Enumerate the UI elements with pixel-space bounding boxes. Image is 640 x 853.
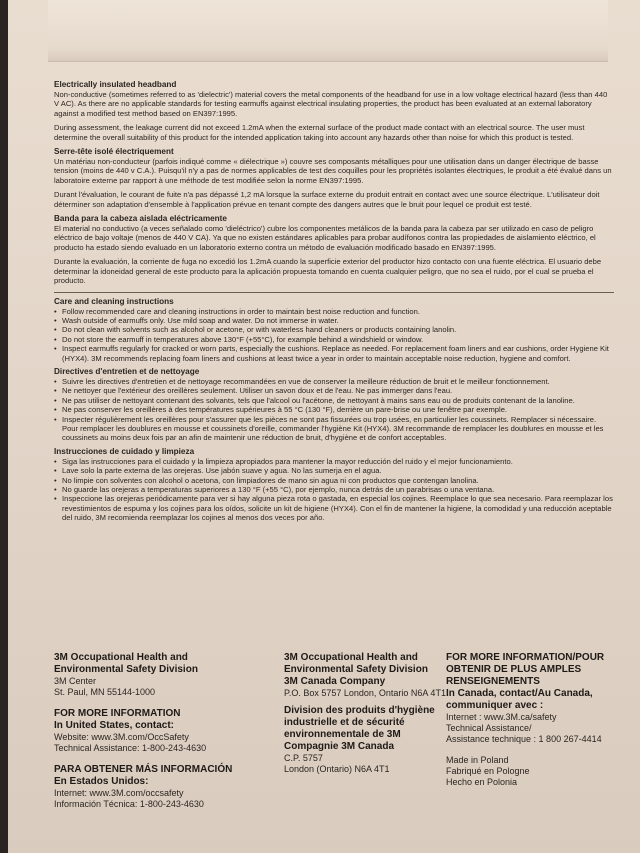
info-heading: OBTENIR DE PLUS AMPLES (446, 664, 582, 675)
list-item: • Inspecter régulièrement les oreillères pour s'assurer que les pièces ne sont pas fissurées ou trop usées, en particulier les coussinets. Remplacer si nécessaire. Pour remplacer les doublures en mousse et coussinets d'oreille, commander l'hygiène Kit (HYX4). 3M recommande de remplacer les doublures en mousse et les coussinets au moins deux fois par an afin de maintenir une réduction de bruit, d'hygiène et de confort acceptables. (54, 415, 614, 443)
list-item: • Suivre les directives d'entretien et de nettoyage recommandées en vue de conserver la meilleure réduction de bruit et le meilleur fonctionnement. (54, 377, 614, 386)
origin-text: Made in Poland (446, 755, 509, 765)
section-title: Electrically insulated headband (54, 80, 177, 89)
company-name: 3M Occupational Health and (284, 652, 418, 663)
contact-column-canada (284, 652, 464, 775)
info-subheading-es: En Estados Unidos: (54, 776, 149, 787)
contact-column-info (446, 652, 640, 788)
care-section-es (54, 447, 614, 523)
care-section-en (54, 297, 614, 363)
list-item: • Inspect earmuffs regularly for cracked or worn parts, especially the cushions. Replace as needed. For replacement foam liners and ear cushions, order Hygiene Kit (HYX4). 3M recommends replacing foam liners and cushions at least twice a year in order to maintain acceptable noise reduction, hygiene and comfort. (54, 344, 614, 363)
divider (54, 292, 614, 293)
section-title: Banda para la cabeza aislada eléctricamente (54, 214, 227, 224)
list-item: • Siga las instrucciones para el cuidado y la limpieza apropiados para mantener la mayor reducción del ruido y el mejor funcionamiento. (54, 457, 614, 466)
paragraph: During assessment, the leakage current did not exceed 1.2mA when the external surface of the product made contact with an electrical source. The user must determine the overall suitability of this product for the intended application taking into account any hazards other than noise for which this product is tested. (54, 123, 585, 142)
package-insert (8, 0, 640, 853)
paragraph: Non-conductive (sometimes referred to as 'dielectric') material covers the metal components of the headband for use in a low voltage electrical hazard (less than 440 V AC). As there are no applicable standards for testing earmuffs against electrical insulating properties, the product has been evaluated at an external laboratory against a modified test method based on EN397:1995. (54, 90, 608, 118)
list-item: • Follow recommended care and cleaning instructions in order to maintain best noise reduction and function. (54, 307, 614, 316)
care-list (54, 377, 614, 443)
list-item: • Lave solo la parte externa de las orejeras. Use jabón suave y agua. No las sumerja en el agua. (54, 466, 614, 475)
info-heading-es: PARA OBTENER MÁS INFORMACIÓN (54, 764, 233, 775)
company-division: Environmental Safety Division (54, 664, 198, 675)
section-insulated-es (54, 214, 614, 285)
origin-text: Hecho en Polonia (446, 777, 518, 787)
care-list (54, 457, 614, 523)
care-section-fr (54, 367, 614, 443)
address-line: P.O. Box 5757 London, Ontario N6A 4T1 (284, 688, 446, 698)
company-division: Environmental Safety Division (284, 664, 428, 675)
care-title: Care and cleaning instructions (54, 296, 174, 306)
paragraph: Durante la evaluación, la corriente de fuga no excedió los 1.2mA cuando la superficie exterior del productor hizo contacto con una fuente eléctrica. El usuario debe determinar la idoneidad general de este producto para la aplicación propuesta tomando en cuenta cualquier peligro, que no sea el ruido, por el cual se prueba el producto. (54, 257, 602, 286)
info-heading: RENSEIGNEMENTS (446, 676, 540, 687)
paragraph: Durant l'évaluation, le courant de fuite n'a pas dépassé 1,2 mA lorsque la surface externe du produit entrait en contact avec une source électrique. L'utilisateur doit déterminer son adaptation d'ensemble à l'application prévue en tenant compte des dangers autres que le bruit pour lequel ce produit est testé. (54, 190, 600, 209)
section-insulated-en (54, 80, 614, 142)
address-line: St. Paul, MN 55144-1000 (54, 687, 156, 697)
address-line: London (Ontario) N6A 4T1 (284, 764, 390, 774)
care-title: Instrucciones de cuidado y limpieza (54, 446, 195, 456)
internet-text: Internet: www.3M.com/occsafety (54, 788, 184, 798)
contact-column-us (54, 652, 244, 810)
paragraph: Un matériau non-conducteur (parfois indiqué comme « diélectrique ») couvre ses composants métalliques pour une utilisation dans un danger électrique de basse tension (moins de 440 v C.A.). Puisqu'il n'y a pas de normes applicables de test des coquilles pour les propriétés isolantes électriques, le produit a été évalué dans un laboratoire externe par rapport à une méthode de test modifiée selon la norme EN397:1995. (54, 157, 612, 185)
internet-text: Internet : www.3M.ca/safety (446, 712, 557, 722)
list-item: • Do not store the earmuff in temperatures above 130°F (+55°C), for example behind a windshield or window. (54, 335, 614, 344)
section-title: Serre-tête isolé électriquement (54, 147, 174, 157)
care-list (54, 307, 614, 363)
paragraph: El material no conductivo (a veces señalado como 'dieléctrico') cubre los componentes metálicos de la banda para la cabeza par ser utilizado en caso de peligro eléctrico de bajo voltaje (menos de 440 V CA). Ya que no existen estándares aplicables para probar audífonos contra las propiedades de aislamiento eléctrico, el producto ha estado siendo evaluado en un laboratorio externo contra un método de evaluación modificado basado en EN397:1995. (54, 224, 596, 252)
list-item: • Ne nettoyer que l'extérieur des oreillères seulement. Utiliser un savon doux et de l'eau. Ne pas immerger dans l'eau. (54, 386, 614, 395)
section-insulated-fr (54, 147, 614, 209)
tape-strip (48, 0, 608, 62)
list-item: • No limpie con solventes con alcohol o acetona, con limpiadores de mano sin agua ni con productos que contengan lanolina. (54, 476, 614, 485)
tech-assistance-text: Assistance technique : 1 800 267-4414 (446, 734, 602, 744)
address-line: 3M Center (54, 676, 97, 686)
company-fr: Compagnie 3M Canada (284, 741, 395, 752)
main-text (54, 80, 614, 526)
list-item: • Inspeccione las orejeras periódicamente para ver si hay alguna pieza rota o gastada, en especial los cojines. Reemplace lo que sea necesario. Para reemplazar los revestimientos de espuma y los cojines para los oídos, solicite un kit de higiene (HYX4). Con el fin de mantener la higiene, la comodidad y una reducción aceptable del ruido, 3M recomienda reemplazar los cojines al menos dos veces por año. (54, 494, 614, 522)
tech-info-text: Información Técnica: 1-800-243-4630 (54, 799, 204, 809)
list-item: • Do not clean with solvents such as alcohol or acetone, or with waterless hand cleaners or products containing lanolin. (54, 325, 614, 334)
list-item: • Ne pas conserver les oreillères à des températures supérieures à 55 °C (130 °F), derrière un pare-brise ou une fenêtre par exemple. (54, 405, 614, 414)
info-heading: FOR MORE INFORMATION/POUR (446, 652, 605, 663)
info-heading: FOR MORE INFORMATION (54, 708, 181, 719)
company-canada: 3M Canada Company (284, 676, 386, 687)
list-item: • Ne pas utiliser de nettoyant contenant des solvants, tels que l'alcool ou l'acétone, de nettoyant à mains sans eau ou de produits contenant de la lanoline. (54, 396, 614, 405)
list-item: • No guarde las orejeras a temperaturas superiores a 130 °F (+55 °C), por ejemplo, nunca detrás de un parabrisas o una ventana. (54, 485, 614, 494)
company-name: 3M Occupational Health and (54, 652, 188, 663)
division-fr: Division des produits d'hygiène (284, 705, 435, 716)
address-line: C.P. 5757 (284, 753, 323, 763)
list-item: • Wash outside of earmuffs only. Use mild soap and water. Do not immerse in water. (54, 316, 614, 325)
tech-assistance-text: Technical Assistance/ (446, 723, 532, 733)
website-text: Website: www.3M.com/OccSafety (54, 732, 189, 742)
division-fr: environnementale de 3M (284, 729, 401, 740)
info-subheading: In United States, contact: (54, 720, 175, 731)
care-title: Directives d'entretien et de nettoyage (54, 366, 200, 376)
info-subheading: communiquer avec : (446, 700, 544, 711)
origin-text: Fabriqué en Pologne (446, 766, 530, 776)
info-subheading: In Canada, contact/Au Canada, (446, 688, 593, 699)
tech-assistance-text: Technical Assistance: 1-800-243-4630 (54, 743, 207, 753)
division-fr: industrielle et de sécurité (284, 717, 405, 728)
